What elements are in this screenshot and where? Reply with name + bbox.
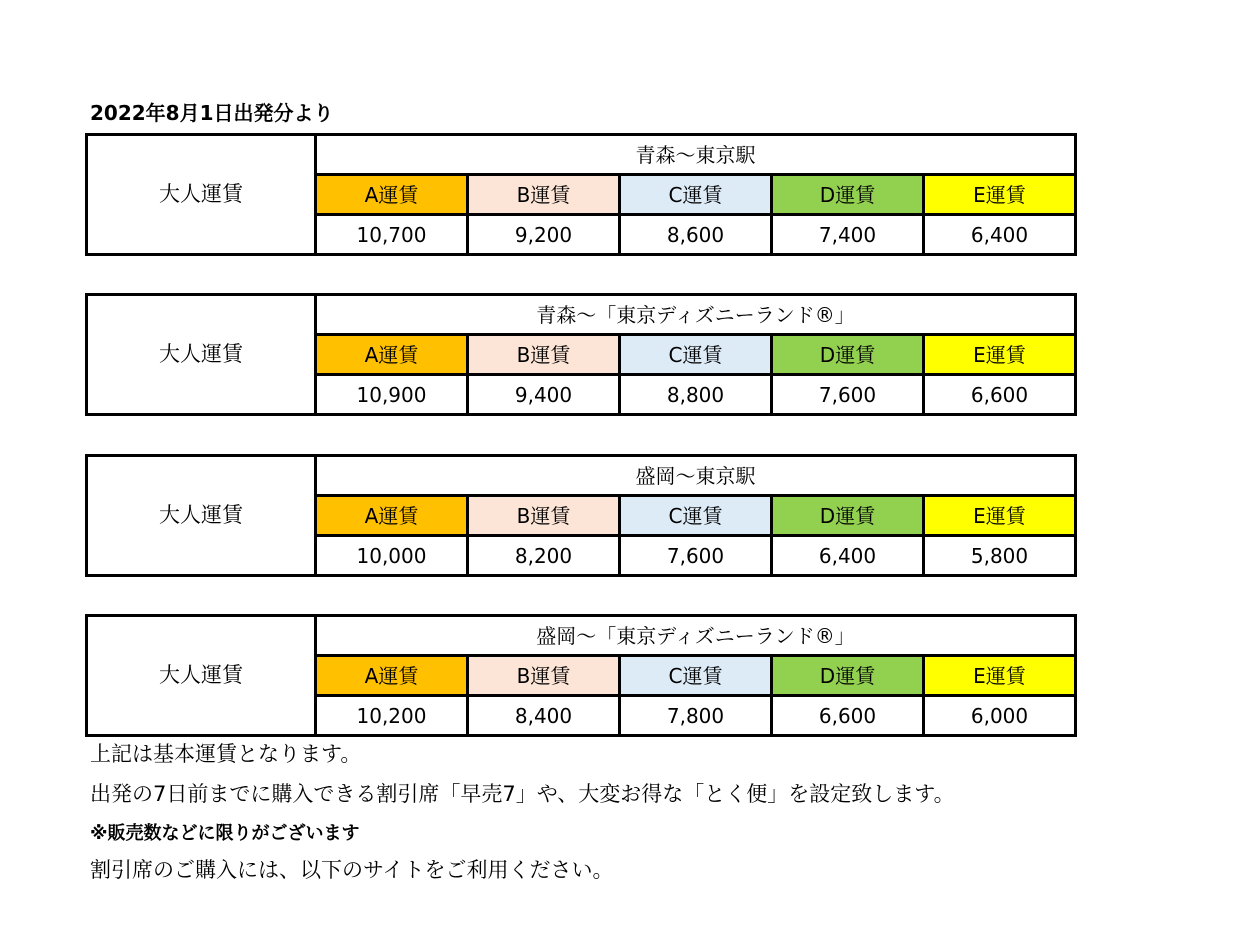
fare-class-e: E運賃 [924, 175, 1076, 215]
passenger-type-label: 大人運賃 [87, 135, 316, 255]
fare-class-d: D運賃 [772, 335, 924, 375]
fare-value-d: 6,600 [772, 696, 924, 736]
fare-class-d: D運賃 [772, 496, 924, 536]
note-purchase-site: 割引席のご購入には、以下のサイトをご利用ください。 [90, 858, 614, 882]
fare-class-b: B運賃 [468, 496, 620, 536]
page-heading: 2022年8月1日出発分より [90, 101, 334, 125]
fare-value-b: 8,200 [468, 536, 620, 576]
fare-value-b: 9,200 [468, 215, 620, 255]
passenger-type-label: 大人運賃 [87, 295, 316, 415]
fare-table-morioka-tokyo-station [85, 454, 1077, 577]
fare-value-c: 7,600 [620, 536, 772, 576]
fare-class-e: E運賃 [924, 335, 1076, 375]
fare-value-a: 10,700 [316, 215, 468, 255]
fare-table-morioka-tokyo-disneyland [85, 614, 1077, 737]
fare-value-b: 8,400 [468, 696, 620, 736]
fare-value-e: 6,400 [924, 215, 1076, 255]
fare-class-b: B運賃 [468, 175, 620, 215]
route-name: 盛岡～「東京ディズニーランド®」 [316, 616, 1076, 656]
route-name: 青森～「東京ディズニーランド®」 [316, 295, 1076, 335]
fare-class-c: C運賃 [620, 656, 772, 696]
fare-value-a: 10,900 [316, 375, 468, 415]
fare-class-d: D運賃 [772, 175, 924, 215]
fare-value-b: 9,400 [468, 375, 620, 415]
fare-class-c: C運賃 [620, 175, 772, 215]
route-name: 青森～東京駅 [316, 135, 1076, 175]
fare-value-e: 5,800 [924, 536, 1076, 576]
fare-class-b: B運賃 [468, 335, 620, 375]
fare-class-a: A運賃 [316, 496, 468, 536]
fare-value-c: 8,800 [620, 375, 772, 415]
fare-class-b: B運賃 [468, 656, 620, 696]
fare-table-aomori-tokyo-station [85, 133, 1077, 256]
fare-value-d: 6,400 [772, 536, 924, 576]
note-basic-fare: 上記は基本運賃となります。 [90, 742, 362, 766]
fare-value-a: 10,200 [316, 696, 468, 736]
fare-value-d: 7,400 [772, 215, 924, 255]
fare-value-a: 10,000 [316, 536, 468, 576]
fare-table-aomori-tokyo-disneyland [85, 293, 1077, 416]
fare-value-c: 8,600 [620, 215, 772, 255]
fare-value-e: 6,000 [924, 696, 1076, 736]
passenger-type-label: 大人運賃 [87, 456, 316, 576]
note-limited-seats: ※販売数などに限りがございます [90, 823, 360, 844]
fare-value-c: 7,800 [620, 696, 772, 736]
fare-class-e: E運賃 [924, 656, 1076, 696]
fare-class-c: C運賃 [620, 335, 772, 375]
fare-value-e: 6,600 [924, 375, 1076, 415]
fare-class-a: A運賃 [316, 656, 468, 696]
fare-class-a: A運賃 [316, 175, 468, 215]
fare-class-a: A運賃 [316, 335, 468, 375]
fare-class-d: D運賃 [772, 656, 924, 696]
fare-value-d: 7,600 [772, 375, 924, 415]
route-name: 盛岡～東京駅 [316, 456, 1076, 496]
fare-class-e: E運賃 [924, 496, 1076, 536]
note-discount-info: 出発の7日前までに購入できる割引席「早売7」や、大変お得な「とく便」を設定致します。 [90, 782, 955, 806]
passenger-type-label: 大人運賃 [87, 616, 316, 736]
fare-class-c: C運賃 [620, 496, 772, 536]
